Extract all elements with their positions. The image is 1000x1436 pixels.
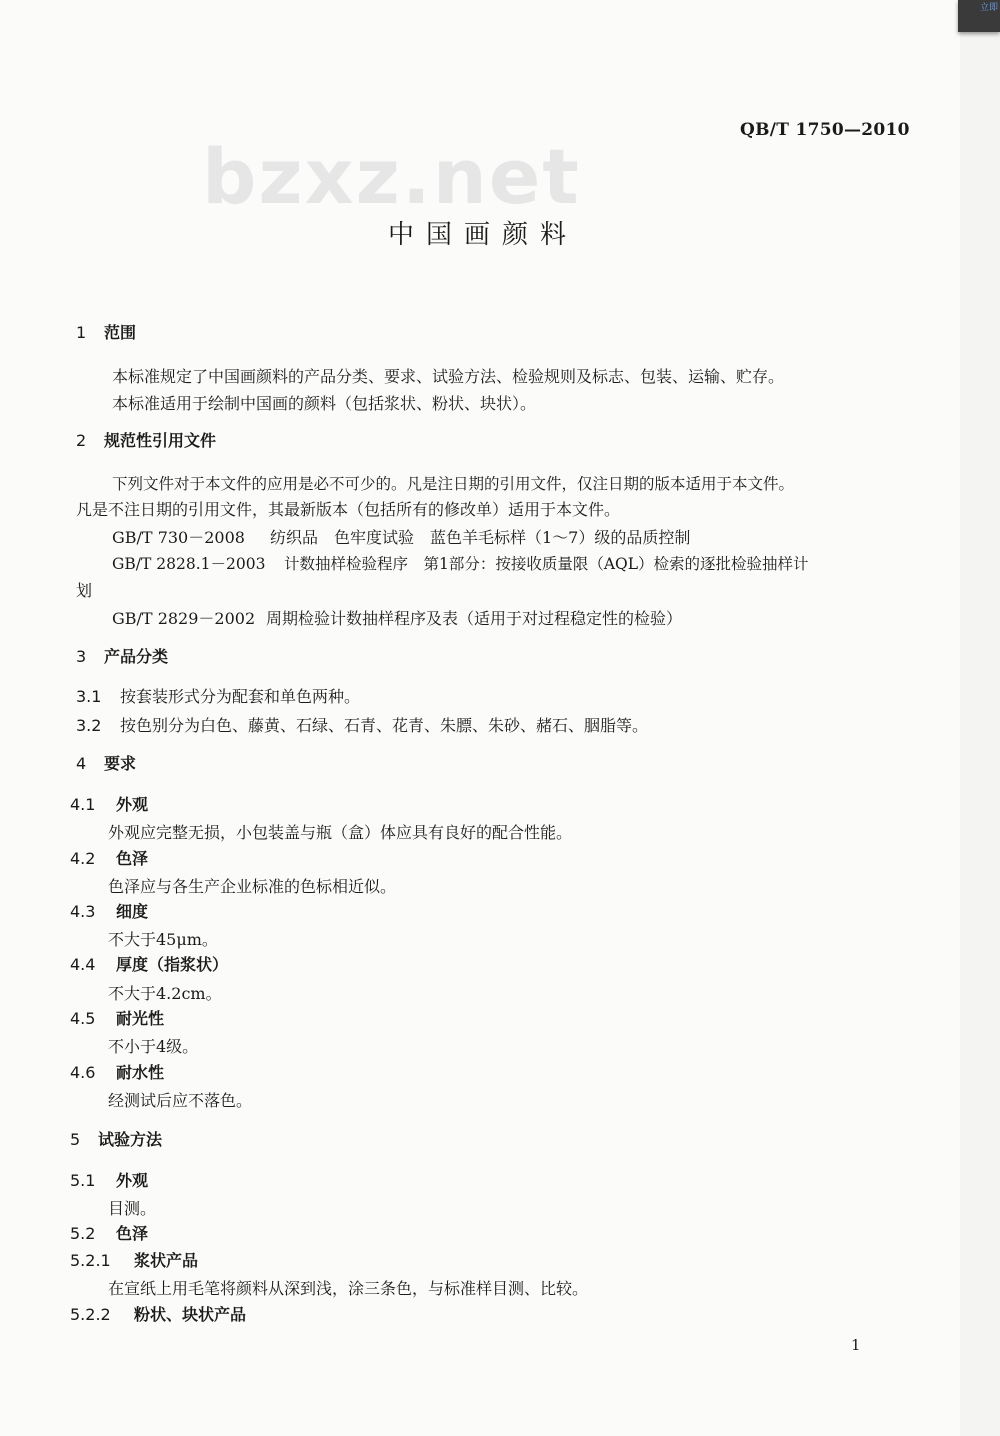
- reference-continuation: 划: [76, 581, 93, 600]
- subsection-4-3-heading: [70, 899, 148, 922]
- paragraph: 色泽应与各生产企业标准的色标相近似。: [108, 877, 397, 896]
- paragraph: 外观应完整无损，小包装盖与瓶（盒）体应具有良好的配合性能。: [108, 823, 573, 842]
- paragraph: 凡是不注日期的引用文件，其最新版本（包括所有的修改单）适用于本文件。: [76, 500, 621, 519]
- corner-widget[interactable]: [958, 0, 1000, 32]
- paragraph: 不大于4.2cm。: [108, 984, 222, 1003]
- paragraph: 经测试后应不落色。: [108, 1091, 253, 1110]
- section-number: 1: [76, 323, 87, 342]
- page-number: 1: [851, 1336, 861, 1354]
- item-number: 3.1: [76, 687, 102, 706]
- reference-item: [112, 525, 690, 548]
- subsection-title: 耐水性: [116, 1063, 165, 1082]
- list-item: [76, 713, 648, 736]
- subsection-4-1-heading: [70, 792, 148, 815]
- standard-code: QB/T 1750—2010: [740, 120, 910, 140]
- subsection-4-6-heading: [70, 1060, 164, 1083]
- paragraph: 不小于4级。: [108, 1037, 199, 1056]
- subsection-number: 4.4: [70, 955, 96, 974]
- section-title: 要求: [104, 754, 137, 773]
- paragraph: 目测。: [108, 1199, 157, 1218]
- subsection-number: 4.3: [70, 902, 96, 921]
- reference-item: [112, 552, 809, 574]
- subsection-number: 5.2.1: [70, 1251, 111, 1270]
- subsection-4-2-heading: [70, 846, 148, 869]
- subsection-4-5-heading: [70, 1006, 164, 1029]
- section-number: 2: [76, 431, 87, 450]
- reference-code: GB/T 2828.1－2003: [112, 555, 266, 573]
- subsection-number: 4.2: [70, 849, 96, 868]
- section-4-heading: [76, 751, 136, 774]
- section-5-heading: [70, 1127, 162, 1150]
- section-1-heading: [76, 320, 136, 343]
- paragraph: 本标准规定了中国画颜料的产品分类、要求、试验方法、检验规则及标志、包装、运输、贮存。: [112, 367, 785, 386]
- section-3-heading: [76, 644, 168, 667]
- subsection-5-2-1-heading: [70, 1248, 198, 1271]
- subsection-number: 5.2: [70, 1224, 96, 1243]
- subsection-title: 耐光性: [116, 1009, 165, 1028]
- paragraph: 下列文件对于本文件的应用是必不可少的。凡是注日期的引用文件，仅注日期的版本适用于本文件。: [112, 475, 795, 493]
- subsection-4-4-heading: [70, 952, 228, 975]
- paragraph: 本标准适用于绘制中国画的颜料（包括浆状、粉状、块状）。: [112, 394, 537, 413]
- reference-text: 计数抽样检验程序 第1部分：按接收质量限（AQL）检索的逐批检验抽样计: [284, 555, 809, 573]
- section-title: 试验方法: [98, 1130, 163, 1149]
- section-number: 3: [76, 647, 87, 666]
- subsection-title: 细度: [116, 902, 149, 921]
- paragraph: 在宣纸上用毛笔将颜料从深到浅，涂三条色，与标准样目测、比较。: [108, 1279, 589, 1298]
- list-item: [76, 684, 360, 707]
- reference-code: GB/T 730－2008: [112, 528, 245, 547]
- subsection-title: 浆状产品: [134, 1251, 199, 1270]
- section-title: 产品分类: [104, 647, 169, 666]
- reference-text: 纺织品 色牢度试验 蓝色羊毛标样（1～7）级的品质控制: [270, 528, 691, 547]
- subsection-title: 外观: [116, 795, 149, 814]
- subsection-number: 4.5: [70, 1009, 96, 1028]
- subsection-title: 外观: [116, 1171, 149, 1190]
- item-text: 按套装形式分为配套和单色两种。: [120, 687, 361, 706]
- subsection-title: 色泽: [116, 849, 149, 868]
- subsection-title: 色泽: [116, 1224, 149, 1243]
- subsection-number: 4.6: [70, 1063, 96, 1082]
- section-number: 5: [70, 1130, 81, 1149]
- reference-item: [112, 606, 682, 629]
- section-2-heading: [76, 428, 216, 451]
- item-number: 3.2: [76, 716, 102, 735]
- corner-widget-label[interactable]: 立即: [979, 3, 998, 13]
- item-text: 按色别分为白色、藤黄、石绿、石青、花青、朱膘、朱砂、赭石、胭脂等。: [120, 716, 649, 735]
- subsection-number: 4.1: [70, 795, 96, 814]
- reference-code: GB/T 2829－2002: [112, 609, 256, 628]
- paragraph: 不大于45μm。: [108, 930, 218, 949]
- section-title: 规范性引用文件: [104, 431, 217, 450]
- subsection-title: 厚度（指浆状）: [116, 955, 229, 974]
- section-number: 4: [76, 754, 87, 773]
- watermark: bzxz.net: [202, 132, 581, 221]
- subsection-5-2-heading: [70, 1221, 148, 1244]
- section-title: 范围: [104, 323, 137, 342]
- subsection-number: 5.2.2: [70, 1305, 111, 1324]
- subsection-number: 5.1: [70, 1171, 96, 1190]
- subsection-title: 粉状、块状产品: [134, 1305, 247, 1324]
- document-title: 中国画颜料: [388, 220, 579, 250]
- subsection-5-1-heading: [70, 1168, 148, 1191]
- subsection-5-2-2-heading: [70, 1302, 246, 1325]
- reference-text: 周期检验计数抽样程序及表（适用于对过程稳定性的检验）: [266, 609, 683, 628]
